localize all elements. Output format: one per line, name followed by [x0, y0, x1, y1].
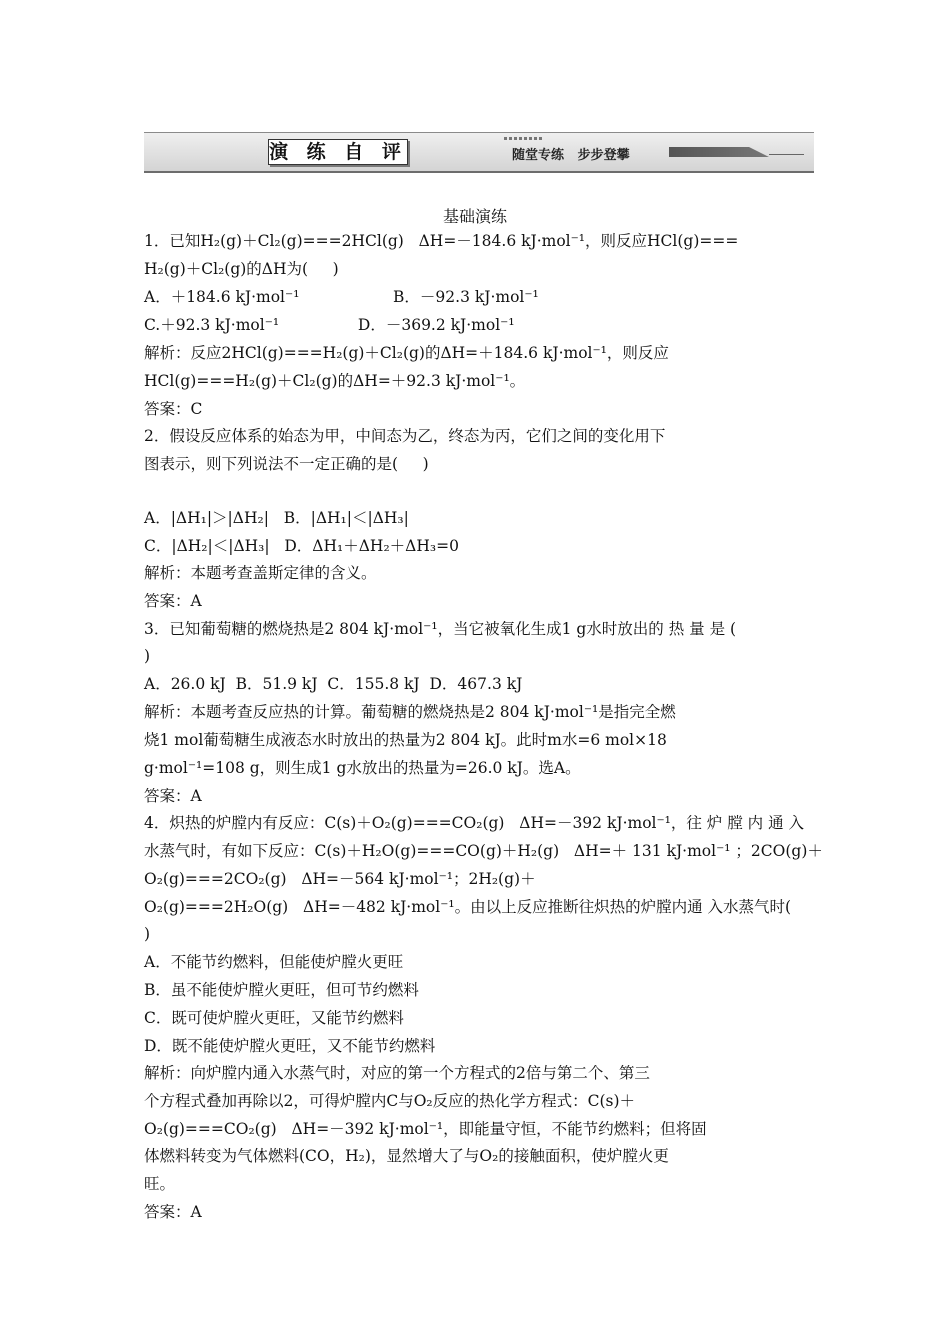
section-title: 基础演练	[442, 207, 507, 226]
text-line: 2．假设反应体系的始态为甲，中间态为乙，终态为丙，它们之间的变化用下	[144, 427, 666, 445]
option-line: A．26.0 kJ B．51.9 kJ C．155.8 kJ D．467.3 kJ	[144, 675, 523, 693]
analysis-line: 烧1 mol葡萄糖生成液态水时放出的热量为2 804 kJ。此时m水=6 mol×18	[144, 731, 667, 749]
text-line: 图表示，则下列说法不一定正确的是( )	[144, 455, 429, 473]
text-line: 4．炽热的炉膛内有反应：C(s)＋O₂(g)===CO₂(g) ΔH=－392 kJ·mol⁻¹，往 炉 膛 内 通 入	[144, 814, 805, 832]
answer-line: 答案：A	[144, 592, 202, 610]
banner-dots	[504, 137, 544, 140]
banner-title: 演 练 自 评	[269, 141, 407, 163]
option-line: A．|ΔH₁|＞|ΔH₂| B．|ΔH₁|＜|ΔH₃|	[144, 509, 409, 527]
banner-subtitle: 随堂专练 步步登攀	[512, 148, 630, 163]
banner-arrow-decoration	[669, 147, 769, 157]
analysis-line: 解析：向炉膛内通入水蒸气时，对应的第一个方程式的2倍与第二个、第三	[144, 1064, 650, 1082]
analysis-line: g·mol⁻¹=108 g，则生成1 g水放出的热量为=26.0 kJ。选A。	[144, 759, 581, 777]
analysis-line: 解析：本题考查盖斯定律的含义。	[144, 564, 377, 582]
analysis-line: 解析：反应2HCl(g)===H₂(g)＋Cl₂(g)的ΔH=＋184.6 kJ·mol⁻¹，则反应	[144, 344, 669, 362]
option-line: D．既不能使炉膛火更旺，又不能节约燃料	[144, 1037, 436, 1055]
analysis-line: HCl(g)===H₂(g)＋Cl₂(g)的ΔH=＋92.3 kJ·mol⁻¹。	[144, 372, 526, 390]
text-line: O₂(g)===2H₂O(g) ΔH=－482 kJ·mol⁻¹。由以上反应推断往炽热的炉膛内通 入水蒸气时(	[144, 898, 792, 916]
option-line: A．不能节约燃料，但能使炉膛火更旺	[144, 953, 404, 971]
option-line: C．既可使炉膛火更旺，又能节约燃料	[144, 1009, 404, 1027]
answer-line: 答案：C	[144, 400, 203, 418]
text-line: O₂(g)===2CO₂(g) ΔH=－564 kJ·mol⁻¹；2H₂(g)＋	[144, 870, 536, 888]
analysis-line: 个方程式叠加再除以2，可得炉膛内C与O₂反应的热化学方程式：C(s)＋	[144, 1092, 636, 1110]
option-line: A．＋184.6 kJ·mol⁻¹ B．－92.3 kJ·mol⁻¹	[144, 288, 539, 306]
banner-line-decoration	[769, 154, 804, 155]
analysis-line: 解析：本题考查反应热的计算。葡萄糖的燃烧热是2 804 kJ·mol⁻¹是指完全燃	[144, 703, 676, 721]
option-line: C．|ΔH₂|＜|ΔH₃| D．ΔH₁＋ΔH₂＋ΔH₃=0	[144, 537, 459, 555]
analysis-line: O₂(g)===CO₂(g) ΔH=－392 kJ·mol⁻¹，即能量守恒，不能节约燃料；但将固	[144, 1120, 707, 1138]
answer-line: 答案：A	[144, 787, 202, 805]
text-line: )	[144, 647, 151, 665]
text-line: H₂(g)＋Cl₂(g)的ΔH为( )	[144, 260, 339, 278]
analysis-line: 旺。	[144, 1175, 176, 1193]
text-line: 3．已知葡萄糖的燃烧热是2 804 kJ·mol⁻¹，当它被氧化生成1 g水时放出的 热 量 是 (	[144, 620, 737, 638]
option-line: B．虽不能使炉膛火更旺，但可节约燃料	[144, 981, 419, 999]
text-line: 水蒸气时，有如下反应：C(s)＋H₂O(g)===CO(g)＋H₂(g) ΔH=＋ 131 kJ·mol⁻¹ ；2CO(g)＋	[144, 842, 823, 860]
text-line: 1．已知H₂(g)＋Cl₂(g)===2HCl(g) ΔH=－184.6 kJ·mol⁻¹，则反应HCl(g)===	[144, 232, 739, 250]
text-line: )	[144, 925, 151, 943]
section-banner	[144, 132, 814, 173]
answer-line: 答案：A	[144, 1203, 202, 1221]
analysis-line: 体燃料转变为气体燃料(CO，H₂)，显然增大了与O₂的接触面积，使炉膛火更	[144, 1147, 669, 1165]
option-line: C.＋92.3 kJ·mol⁻¹ D．－369.2 kJ·mol⁻¹	[144, 316, 515, 334]
